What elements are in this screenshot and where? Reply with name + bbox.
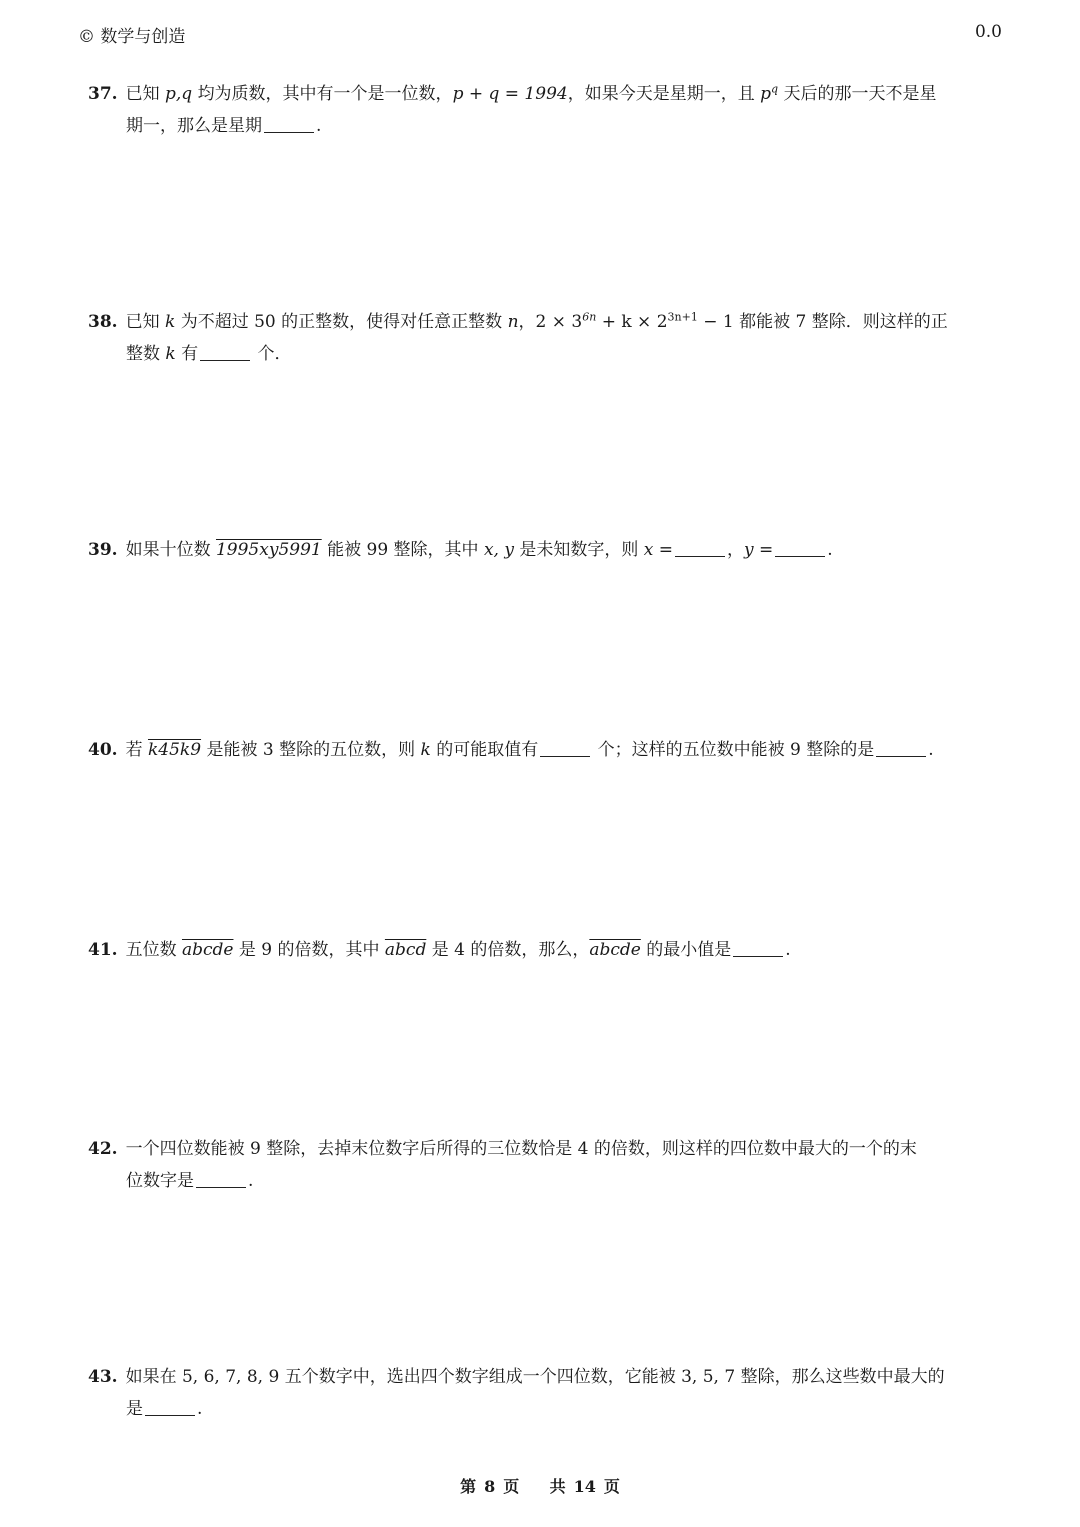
question-text: 若 — [125, 740, 143, 760]
math-expr: y = — [744, 540, 774, 560]
question-43 — [88, 1361, 1008, 1425]
answer-blank[interactable] — [540, 738, 590, 757]
math-exponent: 6n — [582, 310, 597, 324]
page-footer — [0, 1474, 1080, 1497]
math-expr: + k × 2 — [596, 312, 668, 332]
answer-blank[interactable] — [675, 538, 725, 557]
question-40 — [88, 734, 1008, 766]
answer-blank[interactable] — [145, 1397, 195, 1416]
question-text: 有 — [181, 344, 199, 364]
question-text: 已知 — [125, 84, 160, 104]
question-text: 是能被 3 整除的五位数，则 — [206, 740, 416, 760]
math-expr: ，2 × 3 — [518, 312, 583, 332]
math-exponent: q — [771, 82, 779, 96]
math-var: k — [420, 740, 431, 760]
question-text: 是 4 的倍数，那么， — [431, 940, 590, 960]
answer-blank[interactable] — [775, 538, 825, 557]
answer-blank[interactable] — [264, 114, 314, 133]
math-var: p,q — [164, 84, 193, 104]
question-text: 是未知数字，则 — [519, 540, 639, 560]
math-var: p — [760, 84, 771, 104]
question-text: 能被 99 整除，其中 — [327, 540, 479, 560]
question-text: . — [197, 1399, 203, 1419]
question-text: 的可能取值有 — [436, 740, 539, 760]
question-text: 是 — [126, 1399, 143, 1419]
question-41 — [88, 934, 1008, 966]
question-text: 五位数 — [125, 940, 177, 960]
question-number: 39. — [88, 540, 118, 560]
question-text: − 1 都能被 7 整除．则这样的正 — [697, 312, 948, 332]
question-39 — [88, 534, 1008, 566]
question-42 — [88, 1133, 1008, 1197]
footer-page-unit: 页 — [503, 1477, 520, 1496]
question-text: . — [316, 116, 322, 136]
question-text: 个． — [257, 344, 292, 364]
question-text: 如果在 5, 6, 7, 8, 9 五个数字中，选出四个数字组成一个四位数，它能被 3, 5, 7 整除，那么这些数中最大的 — [125, 1367, 945, 1387]
overlined-number: abcde — [589, 940, 641, 960]
answer-blank[interactable] — [733, 938, 783, 957]
header-version: 0.0 — [974, 22, 1002, 42]
question-text: 的最小值是 — [646, 940, 732, 960]
math-var: n — [507, 312, 519, 332]
question-number: 38. — [88, 312, 118, 332]
question-number: 40. — [88, 740, 118, 760]
question-text: . — [827, 540, 833, 560]
footer-total-label: 共 — [549, 1477, 566, 1496]
math-expr: x = — [643, 540, 674, 560]
question-text: 位数字是 — [126, 1171, 194, 1191]
overlined-number: abcde — [181, 940, 234, 960]
question-text: ，如果今天是星期一，且 — [567, 84, 755, 104]
header-title: © 数学与创造 — [78, 27, 186, 47]
question-37 — [88, 78, 1008, 142]
math-var: x, y — [483, 540, 514, 560]
question-number: 37. — [88, 84, 118, 104]
math-var: k — [164, 312, 176, 332]
footer-page-number: 8 — [484, 1477, 496, 1496]
math-exponent: 3n+1 — [667, 310, 698, 324]
question-text: 一个四位数能被 9 整除，去掉末位数字后所得的三位数恰是 4 的倍数，则这样的四位数中最大的一个的末 — [125, 1139, 917, 1159]
question-38 — [88, 306, 1008, 370]
math-var: k — [165, 344, 176, 364]
question-number: 43. — [88, 1367, 118, 1387]
question-number: 41. — [88, 940, 118, 960]
question-text: 为不超过 50 的正整数，使得对任意正整数 — [180, 312, 503, 332]
footer-total-number: 14 — [573, 1477, 596, 1496]
answer-blank[interactable] — [196, 1169, 246, 1188]
question-text: 如果十位数 — [125, 540, 211, 560]
question-text: 天后的那一天不是星 — [783, 84, 937, 104]
answer-blank[interactable] — [876, 738, 926, 757]
overlined-number: abcd — [384, 940, 427, 960]
answer-blank[interactable] — [200, 342, 250, 361]
question-text: . — [785, 940, 791, 960]
question-text: 已知 — [125, 312, 160, 332]
math-expr: p + q = 1994 — [452, 84, 568, 104]
question-number: 42. — [88, 1139, 118, 1159]
question-text: ， — [727, 540, 745, 560]
footer-page-label: 第 — [460, 1477, 477, 1496]
question-text: 期一，那么是星期 — [126, 116, 262, 136]
question-text: 均为质数，其中有一个是一位数， — [197, 84, 453, 104]
question-text: 整数 — [126, 344, 160, 364]
question-text: 个；这样的五位数中能被 9 整除的是 — [597, 740, 875, 760]
question-text: . — [928, 740, 934, 760]
question-text: 是 9 的倍数，其中 — [238, 940, 380, 960]
question-text: . — [248, 1171, 254, 1191]
overlined-number: 1995xy5991 — [215, 540, 322, 560]
footer-total-unit: 页 — [603, 1477, 620, 1496]
overlined-number: k45k9 — [147, 740, 202, 760]
